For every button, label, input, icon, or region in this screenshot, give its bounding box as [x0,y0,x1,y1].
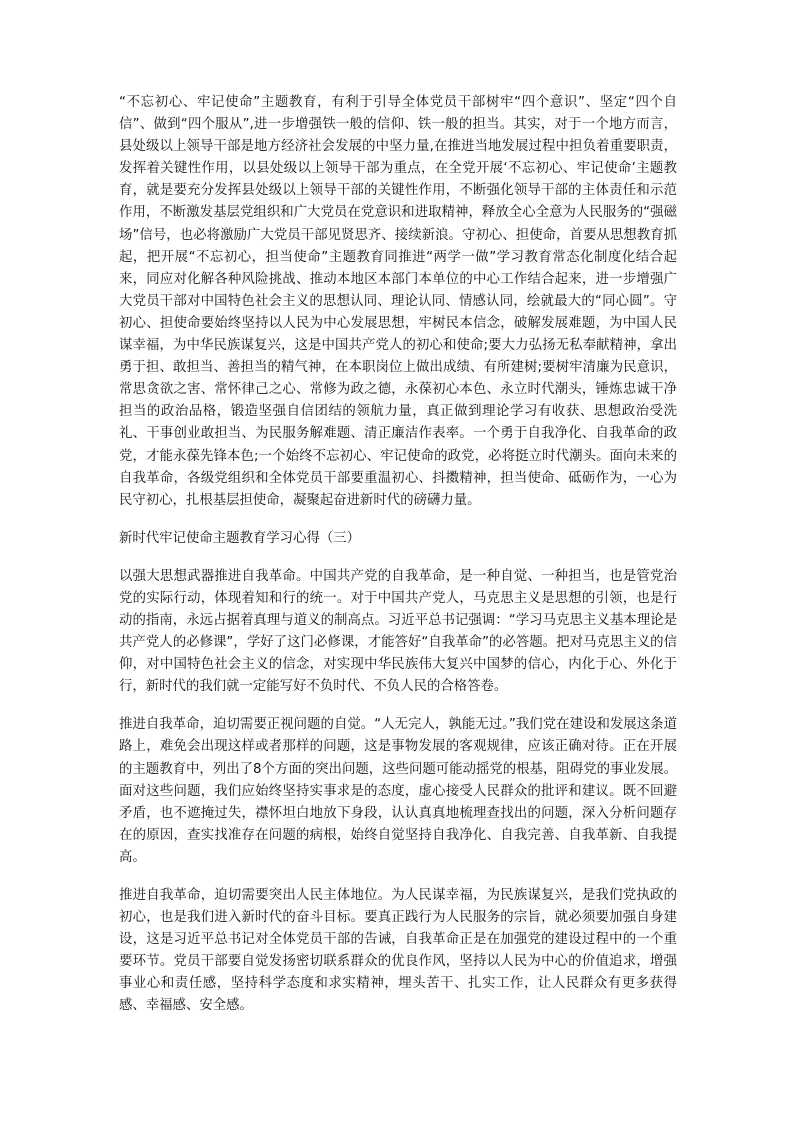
body-paragraph-1: 以强大思想武器推进自我革命。中国共产党的自我革命，是一种自觉、一种担当，也是管党治党的实际行动，体现着知和行的统一。对于中国共产党人，马克思主义是思想的引领，也是行动的指南，永远占据着真理与道义的制高点。习近平总书记强调：“学习马克思主义基本理论是共产党人的必修课”，学好了这门必修课，才能答好“自我革命”的必答题。把对马克思主义的信仰，对中国特色社会主义的信念，对实现中华民族伟大复兴中国梦的信心，内化于心、外化于行，新时代的我们就一定能写好不负时代、不负人民的合格答卷。 [119,568,677,695]
intro-paragraph: “不忘初心、牢记使命”主题教育，有利于引导全体党员干部树牢“四个意识”、坚定“四个自信”、做到“四个服从”,进一步增强铁一般的信仰、铁一般的担当。其实，对于一个地方而言，县处级以上领导干部是地方经济社会发展的中坚力量,在推进当地发展过程中担负着重要职责，发挥着关键性作用，以县处级以上领导干部为重点，在全党开展‘不忘初心、牢记使命’主题教育，就是要充分发挥县处级以上领导干部的关键性作用，不断强化领导干部的主体责任和示范作用，不断激发基层党组织和广大党员在党意识和进取精神，释放全心全意为人民服务的“强磁场”信号，也必将激励广大党员干部见贤思齐、接续新浪。守初心、担使命，首要从思想教育抓起，把开展“不忘初心，担当使命”主题教育同推进“两学一做”学习教育常态化制度化结合起来，同应对化解各种风险挑战、推动本地区本部门本单位的中心工作结合起来，进一步增强广大党员干部对中国特色社会主义的思想认同、理论认同、情感认同，绘就最大的“同心圆”。守初心、担使命要始终坚持以人民为中心发展思想，牢树民本信念，破解发展难题，为中国人民谋幸福，为中华民族谋复兴，这是中国共产党人的初心和使命;要大力弘扬无私奉献精神，拿出勇于担、敢担当、善担当的精气神，在本职岗位上做出成绩、有所建树;要树牢清廉为民意识，常思贪欲之害、常怀律己之心、常修为政之德，永葆初心本色、永立时代潮头，锤炼忠诚干净担当的政治品格，锻造坚强自信团结的领航力量，真正做到理论学习有收获、思想政治受洗礼、干事创业敢担当、为民服务解难题、清正廉洁作表率。一个勇于自我净化、自我革命的政党，才能永葆先锋本色;一个始终不忘初心、牢记使命的政党，必将挺立时代潮头。面向未来的自我革命，各级党组织和全体党员干部要重温初心、抖擞精神，担当使命、砥砺作为，一心为民守初心，扎根基层担使命，凝聚起奋进新时代的磅礴力量。 [119,95,677,508]
document-page [119,92,677,1018]
body-paragraph-2: 推进自我革命，迫切需要正视问题的自觉。“人无完人，孰能无过。”我们党在建设和发展这条道路上，难免会出现这样或者那样的问题，这是事物发展的客观规律，应该正确对待。正在开展的主题教育中，列出了8个方面的突出问题，这些问题可能动摇党的根基，阻碍党的事业发展。面对这些问题，我们应始终坚持实事求是的态度，虚心接受人民群众的批评和建议。既不回避矛盾，也不遮掩过失，襟怀坦白地放下身段，认认真真地梳理查找出的问题，深入分析问题存在的原因，查实找准存在问题的病根，始终自觉坚持自我净化、自我完善、自我革新、自我提高。 [119,717,677,865]
section-title: 新时代牢记使命主题教育学习心得（三） [119,530,361,546]
body-paragraph-3: 推进自我革命，迫切需要突出人民主体地位。为人民谋幸福，为民族谋复兴，是我们党执政的初心，也是我们进入新时代的奋斗目标。要真正践行为人民服务的宗旨，就必须要加强自身建设，这是习近平总书记对全体党员干部的告诫，自我革命正是在加强党的建设过程中的一个重要环节。党员干部要自觉发扬密切联系群众的优良作风，坚持以人民为中心的价值追求，增强事业心和责任感，坚持科学态度和求实精神，埋头苦干、扎实工作，让人民群众有更多获得感、幸福感、安全感。 [119,888,677,1014]
